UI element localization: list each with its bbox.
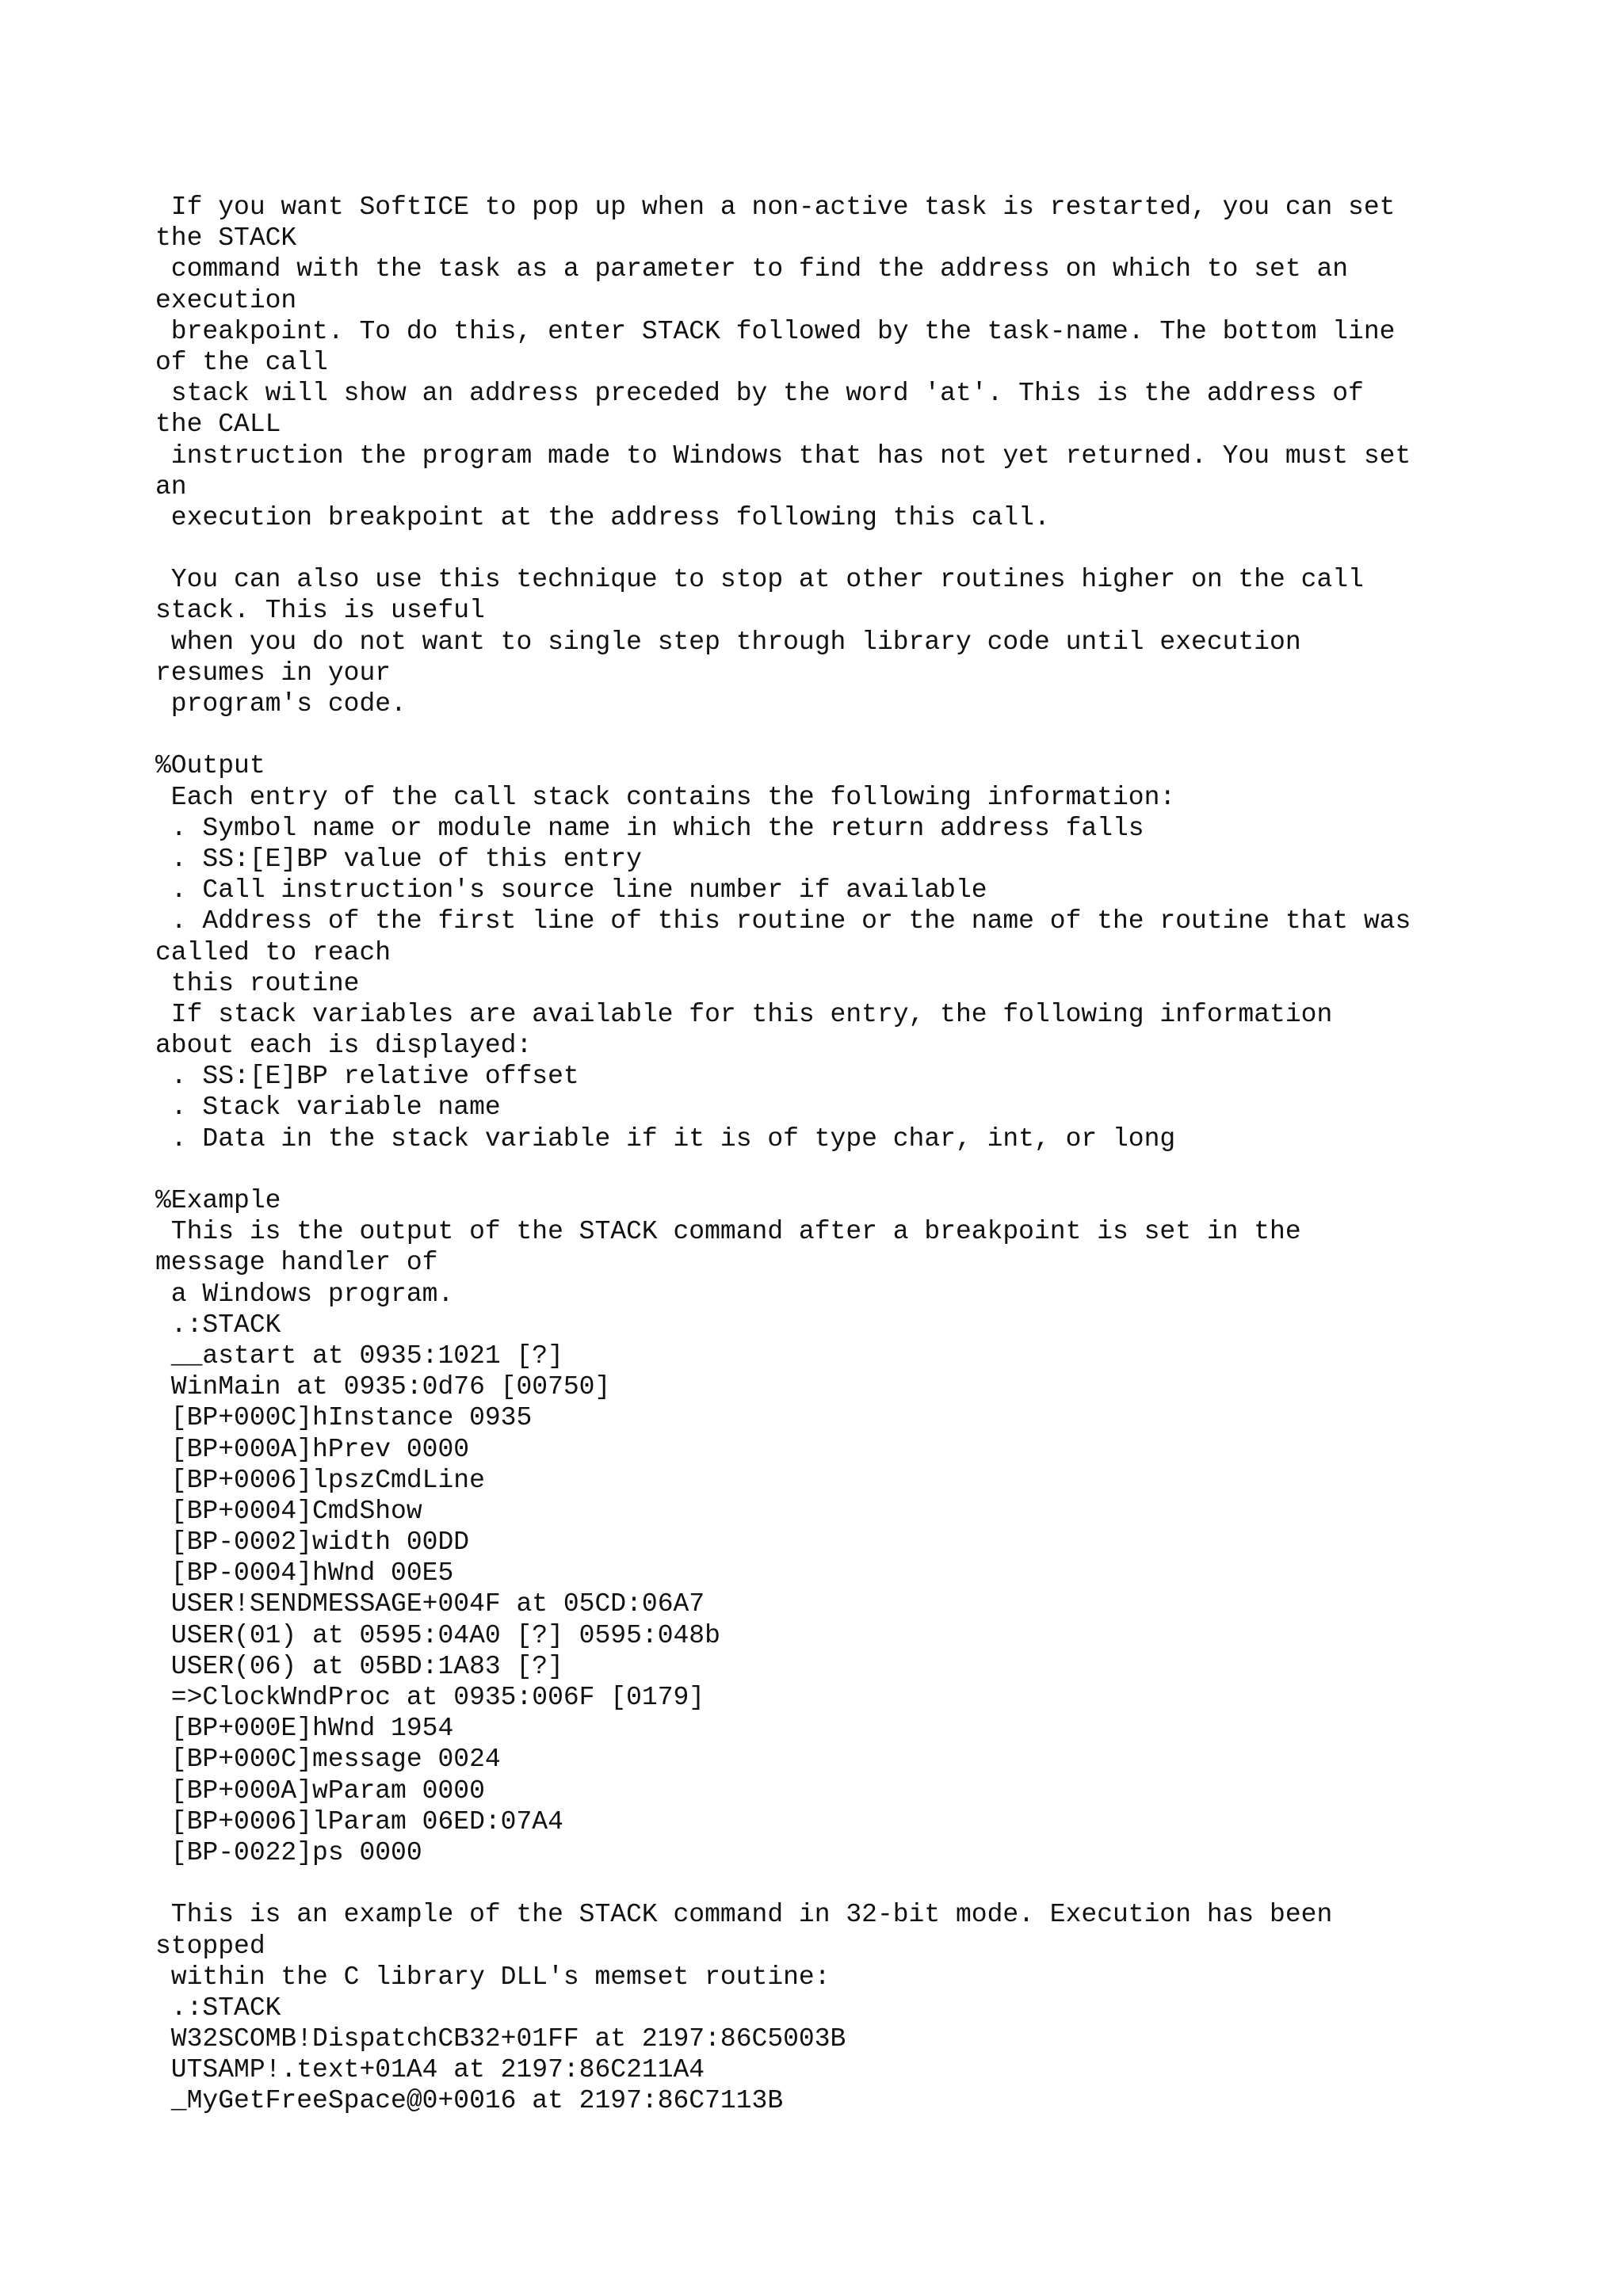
text-line: [BP+000E]hWnd 1954 bbox=[155, 1714, 454, 1744]
text-line: about each is displayed: bbox=[155, 1031, 533, 1061]
text-line: . Address of the first line of this routine or the name of the routine that was bbox=[155, 906, 1411, 936]
text-line: stack will show an address preceded by the word 'at'. This is the address of bbox=[155, 379, 1364, 409]
text-line: [BP-0022]ps 0000 bbox=[155, 1837, 422, 1867]
text-line: [BP-0002]width 00DD bbox=[155, 1527, 470, 1558]
text-line: .:STACK bbox=[155, 1310, 281, 1340]
text-line: . Call instruction's source line number if available bbox=[155, 875, 987, 906]
text-line: If you want SoftICE to pop up when a non-active task is restarted, you can set bbox=[155, 193, 1396, 222]
text-line: execution bbox=[155, 285, 297, 315]
text-line: . SS:[E]BP relative offset bbox=[155, 1062, 579, 1092]
text-line: called to reach bbox=[155, 937, 391, 967]
text-line: instruction the program made to Windows that has not yet returned. You must set bbox=[155, 441, 1411, 471]
text-line: %Output bbox=[155, 751, 265, 781]
text-line: within the C library DLL's memset routine: bbox=[155, 1962, 831, 1992]
text-line: program's code. bbox=[155, 689, 407, 719]
text-line: USER(01) at 0595:04A0 [?] 0595:048b bbox=[155, 1620, 720, 1650]
blank-line bbox=[155, 533, 1582, 564]
text-line: stopped bbox=[155, 1931, 265, 1961]
text-line: command with the task as a parameter to find the address on which to set an bbox=[155, 254, 1349, 284]
text-line: Each entry of the call stack contains the following information: bbox=[155, 782, 1176, 812]
text-line: __astart at 0935:1021 [?] bbox=[155, 1341, 563, 1371]
text-line: This is an example of the STACK command in 32-bit mode. Execution has been bbox=[155, 1900, 1333, 1930]
text-line: [BP+000C]hInstance 0935 bbox=[155, 1403, 533, 1433]
text-line: [BP-0004]hWnd 00E5 bbox=[155, 1558, 454, 1589]
text-line: UTSAMP!.text+01A4 at 2197:86C211A4 bbox=[155, 2055, 705, 2085]
text-line: This is the output of the STACK command after a breakpoint is set in the bbox=[155, 1217, 1301, 1247]
text-line: execution breakpoint at the address following this call. bbox=[155, 502, 1050, 532]
text-line: . Stack variable name bbox=[155, 1093, 501, 1123]
blank-line bbox=[155, 1868, 1582, 1899]
text-line: [BP+0004]CmdShow bbox=[155, 1496, 422, 1526]
text-line: You can also use this technique to stop at other routines higher on the call bbox=[155, 565, 1364, 595]
text-line: stack. This is useful bbox=[155, 596, 485, 626]
text-line: W32SCOMB!DispatchCB32+01FF at 2197:86C5003B bbox=[155, 2024, 846, 2054]
text-line: of the call bbox=[155, 347, 328, 377]
blank-line bbox=[155, 719, 1582, 750]
text-line: breakpoint. To do this, enter STACK followed by the task-name. The bottom line bbox=[155, 316, 1396, 346]
text-line: If stack variables are available for this entry, the following information bbox=[155, 999, 1333, 1029]
text-line: %Example bbox=[155, 1186, 281, 1215]
text-line: WinMain at 0935:0d76 [00750] bbox=[155, 1372, 611, 1402]
text-line: resumes in your bbox=[155, 658, 391, 688]
text-line: . SS:[E]BP value of this entry bbox=[155, 844, 642, 874]
text-line: [BP+0006]lpszCmdLine bbox=[155, 1465, 485, 1495]
text-line: a Windows program. bbox=[155, 1279, 454, 1309]
text-line: message handler of bbox=[155, 1248, 438, 1278]
text-line: =>ClockWndProc at 0935:006F [0179] bbox=[155, 1683, 705, 1712]
text-line: .:STACK bbox=[155, 1993, 281, 2023]
text-line: the STACK bbox=[155, 223, 297, 254]
text-line: USER!SENDMESSAGE+004F at 05CD:06A7 bbox=[155, 1589, 705, 1619]
text-line: the CALL bbox=[155, 410, 281, 440]
text-line: . Symbol name or module name in which the return address falls bbox=[155, 813, 1144, 843]
document-page bbox=[155, 192, 1582, 2117]
text-line: . Data in the stack variable if it is of type char, int, or long bbox=[155, 1123, 1176, 1154]
text-line: [BP+000A]wParam 0000 bbox=[155, 1775, 485, 1806]
text-line: when you do not want to single step through library code until execution bbox=[155, 627, 1301, 657]
text-line: this routine bbox=[155, 968, 360, 998]
text-line: [BP+0006]lParam 06ED:07A4 bbox=[155, 1806, 563, 1836]
blank-line bbox=[155, 1154, 1582, 1185]
text-line: [BP+000C]message 0024 bbox=[155, 1745, 501, 1775]
text-line: an bbox=[155, 471, 187, 502]
text-line: _MyGetFreeSpace@0+0016 at 2197:86C7113B bbox=[155, 2086, 784, 2116]
text-line: USER(06) at 05BD:1A83 [?] bbox=[155, 1651, 563, 1681]
text-line: [BP+000A]hPrev 0000 bbox=[155, 1434, 470, 1464]
